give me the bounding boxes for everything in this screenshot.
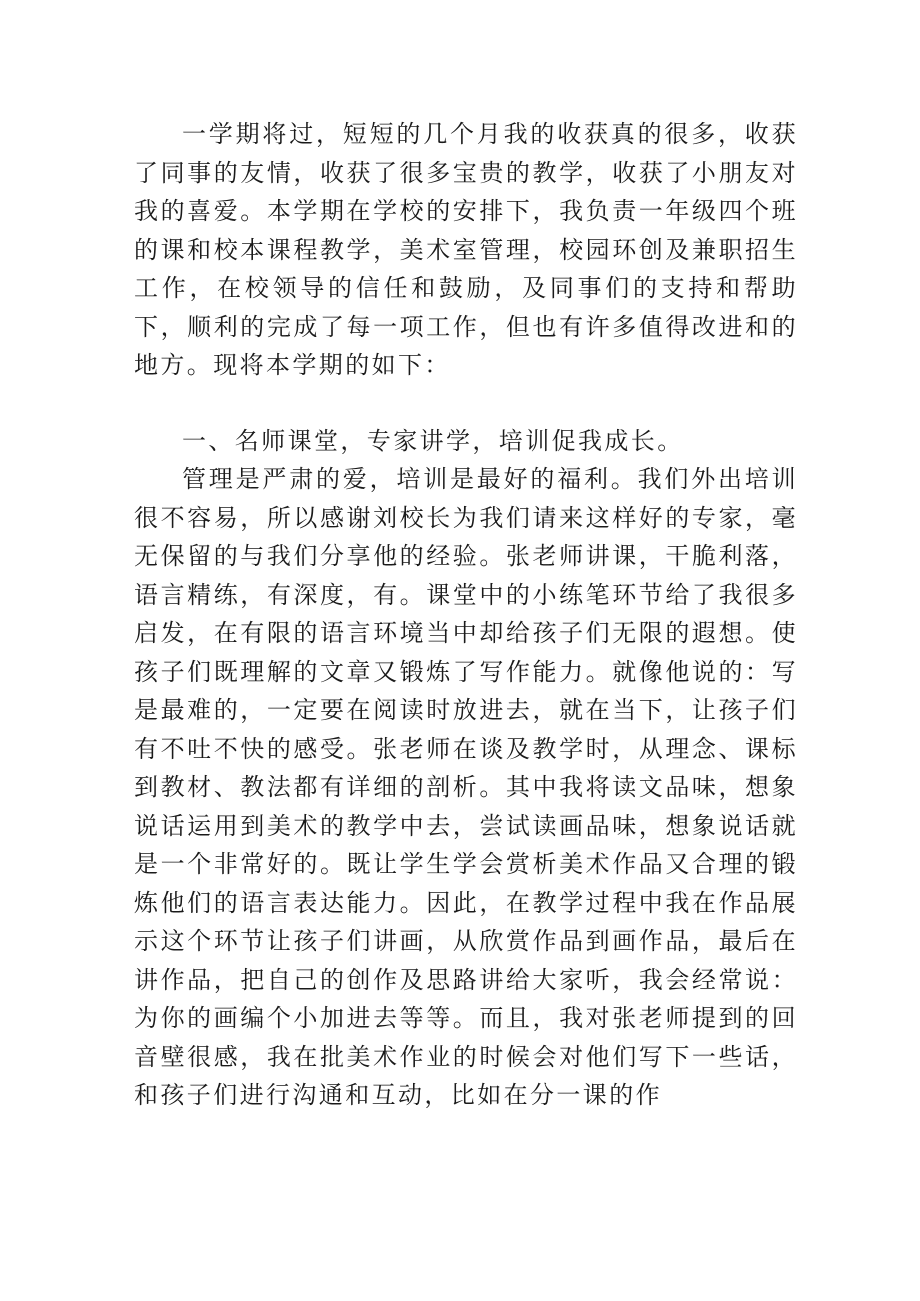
body-text xyxy=(134,115,798,385)
section-heading-block xyxy=(134,422,798,461)
section-heading: 一、名师课堂，专家讲学，培训促我成长。 xyxy=(182,427,684,455)
training-paragraph: 管理是严肃的爱，培训是最好的福利。我们外出培训很不容易，所以感谢刘校长为我们请来这样好的专家，毫无保留的与我们分享他的经验。张老师讲课，干脆利落，语言精练，有深度，有。课堂中的小练笔环节给了我很多启发，在有限的语言环境当中却给孩子们无限的遐想。使孩子们既理解的文章又锻炼了写作能力。就像他说的：写是最难的，一定要在阅读时放进去，就在当下，让孩子们有不吐不快的感受。张老师在谈及教学时，从理念、课标到教材、教法都有详细的剖析。其中我将读文品味，想象说话运用到美术的教学中去，尝试读画品味，想象说话就是一个非常好的。既让学生学会赏析美术作品又合理的锻炼他们的语言表达能力。因此，在教学过程中我在作品展示这个环节让孩子们讲画，从欣赏作品到画作品，最后在讲作品，把自己的创作及思路讲给大家听，我会经常说：为你的画编个小加进去等等。而且，我对张老师提到的回音壁很感，我在批美术作业的时候会对他们写下一些话，和孩子们进行沟通和互动，比如在分一课的作 xyxy=(134,465,798,1109)
intro-paragraph: 一学期将过，短短的几个月我的收获真的很多，收获了同事的友情，收获了很多宝贵的教学，收获了小朋友对我的喜爱。本学期在学校的安排下，我负责一年级四个班的课和校本课程教学，美术室管理，校园环创及兼职招生工作，在校领导的信任和鼓励，及同事们的支持和帮助下，顺利的完成了每一项工作，但也有许多值得改进和的地方。现将本学期的如下： xyxy=(134,120,798,379)
body-text-2 xyxy=(134,460,798,1115)
